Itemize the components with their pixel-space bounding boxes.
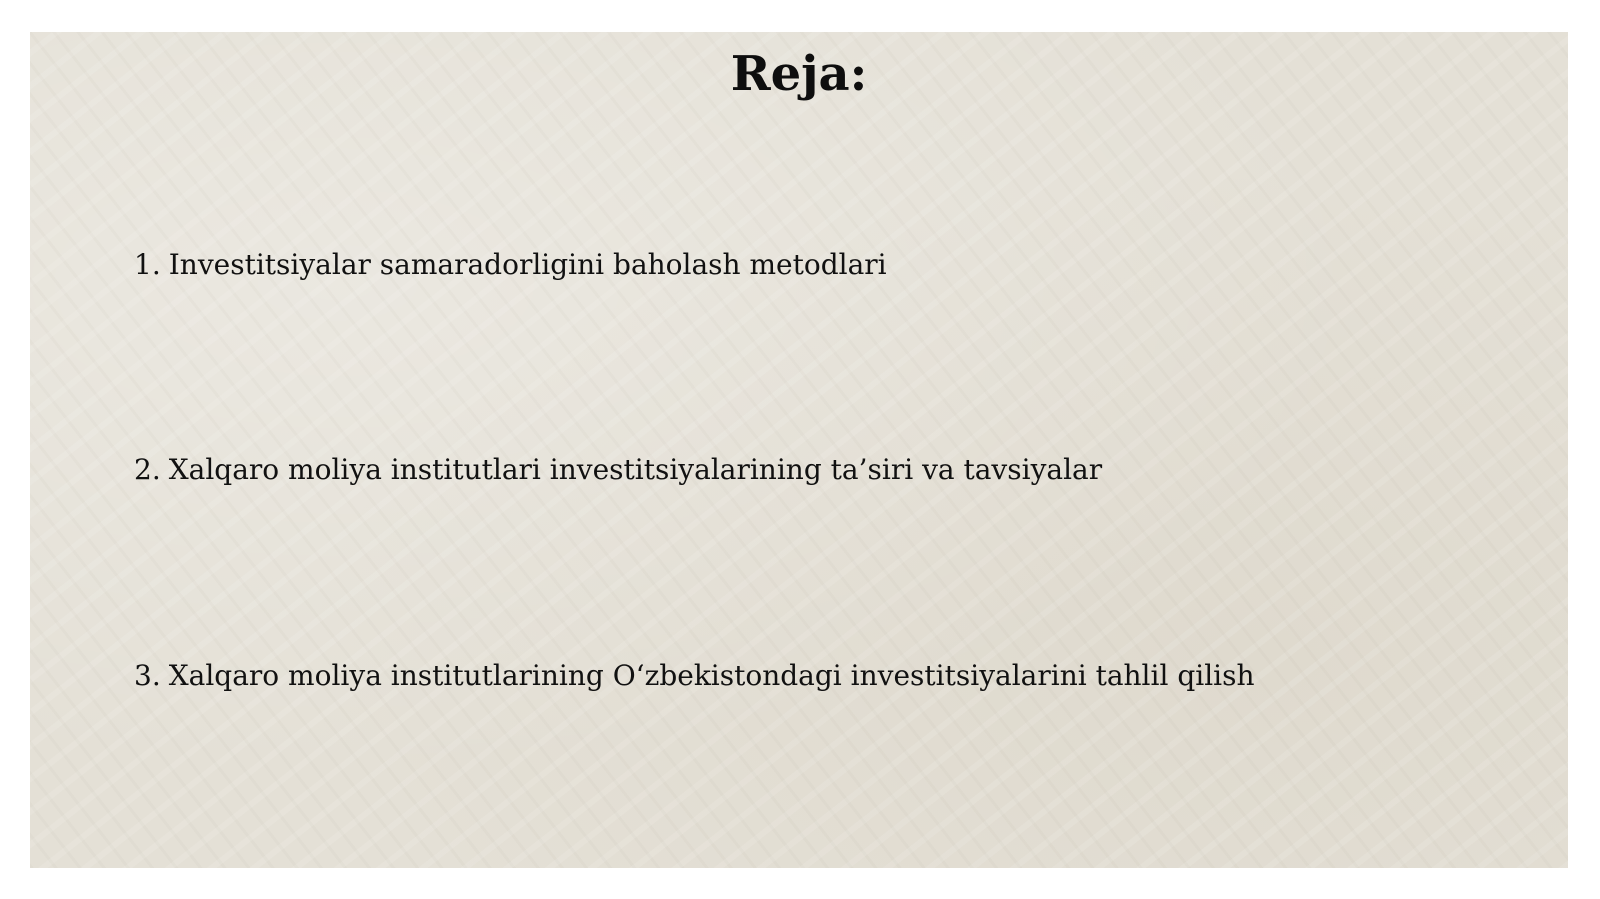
plan-item-text: Xalqaro moliya institutlari investitsiyalarining ta’siri va tavsiyalar [168,453,1103,486]
plan-item-3 [134,658,1255,694]
plan-item-number: 3. [134,659,161,692]
slide [30,32,1568,868]
plan-item-text: Xalqaro moliya institutlarining O‘zbekistondagi investitsiyalarini tahlil qilish [168,659,1255,692]
plan-item-number: 2. [134,453,161,486]
plan-item-1 [134,247,887,283]
plan-item-number: 1. [134,248,161,281]
plan-item-2 [134,452,1102,488]
slide-title: Reja: [730,46,868,102]
plan-item-text: Investitsiyalar samaradorligini baholash metodlari [168,248,887,281]
